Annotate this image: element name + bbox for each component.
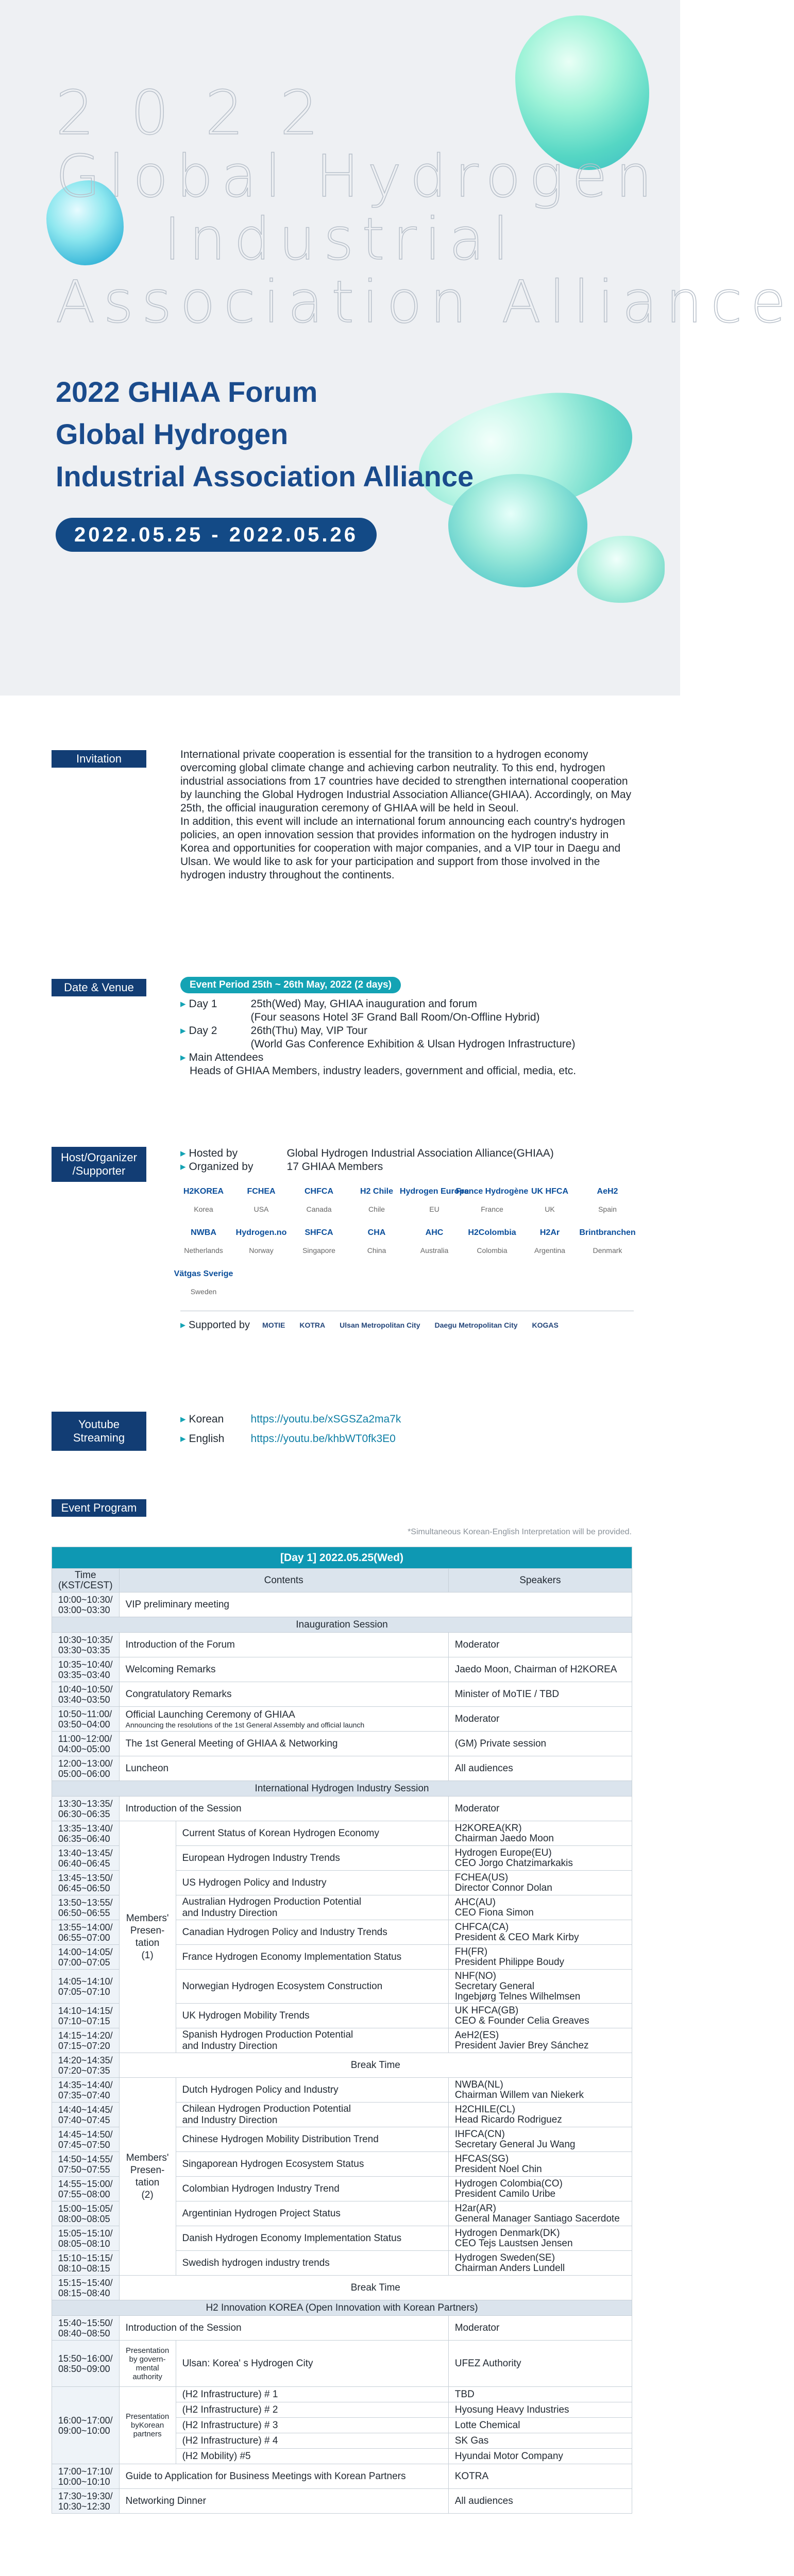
speaker-cell: Minister of MoTIE / TBD bbox=[448, 1682, 632, 1707]
speaker-cell: FCHEA(US) Director Connor Dolan bbox=[448, 1871, 632, 1895]
arrow-icon: ▸ bbox=[180, 1413, 186, 1425]
member-country: Australia bbox=[420, 1246, 449, 1255]
member-logo-mark: FCHEA bbox=[247, 1187, 276, 1196]
supported-row bbox=[180, 1318, 634, 1332]
content-cell: Chilean Hydrogen Production Potential and Industry Direction bbox=[176, 2103, 448, 2127]
speaker-cell: Lotte Chemical bbox=[448, 2418, 632, 2433]
member-logo bbox=[238, 1184, 284, 1216]
member-country: France bbox=[481, 1205, 503, 1213]
english-stream-link[interactable]: https://youtu.be/khbWT0fk3E0 bbox=[250, 1433, 396, 1445]
member-country: Norway bbox=[249, 1246, 274, 1255]
speaker-cell: AHC(AU) CEO Fiona Simon bbox=[448, 1895, 632, 1920]
hero-bg-line: Association Alliance bbox=[56, 269, 794, 336]
member-country: Canada bbox=[306, 1205, 332, 1213]
content-cell: (H2 Infrastructure) # 3 bbox=[176, 2418, 448, 2433]
time-cell: 13:35~13:40/ 06:35~06:40 bbox=[52, 1821, 120, 1846]
speaker-cell: All audiences bbox=[448, 2489, 632, 2514]
time-cell: 10:50~11:00/ 03:50~04:00 bbox=[52, 1707, 120, 1732]
day2-key: Day 2 bbox=[189, 1025, 217, 1037]
content-cell: Introduction of the Session bbox=[119, 2316, 448, 2341]
content-text: Official Launching Ceremony of GHIAA bbox=[125, 1709, 295, 1720]
host-body bbox=[174, 1147, 636, 1332]
member-logo bbox=[296, 1184, 342, 1216]
content-text: Luncheon bbox=[125, 1762, 169, 1774]
time-cell: 11:00~12:00/ 04:00~05:00 bbox=[52, 1732, 120, 1756]
date-venue-label: Date & Venue bbox=[52, 979, 146, 996]
invitation-paragraph: International private cooperation is essential for the transition to a hydrogen economy overcoming global climate change and achieving carbon neutrality. To this end, hydrogen industrial associations from 17 countries have decided to strengthen international cooperation by launching the Global Hydrogen Industrial Association Alliance(GHIAA). Accordingly, on May 25th, the official inauguration ceremony of GHIAA will be held in Seoul. bbox=[180, 749, 632, 814]
content-cell: Dutch Hydrogen Policy and Industry bbox=[176, 2078, 448, 2103]
content-subtext: Announcing the resolutions of the 1st General Assembly and official launch bbox=[125, 1720, 365, 1729]
content-cell: Ulsan: Korea' s Hydrogen City bbox=[176, 2341, 448, 2387]
member-logo-mark: Vätgas Sverige bbox=[174, 1269, 233, 1278]
time-cell: 14:40~14:45/ 07:40~07:45 bbox=[52, 2103, 120, 2127]
supporter-logos bbox=[262, 1318, 559, 1332]
hero-title-line: Global Hydrogen bbox=[56, 418, 289, 450]
member-logo-mark: AeH2 bbox=[597, 1187, 618, 1196]
event-program-label: Event Program bbox=[52, 1499, 146, 1517]
group-header: H2 Innovation KOREA (Open Innovation with Korean Partners) bbox=[52, 2300, 632, 2316]
content-cell: Chinese Hydrogen Mobility Distribution Trend bbox=[176, 2127, 448, 2152]
member-country: China bbox=[367, 1246, 386, 1255]
day1-program-table bbox=[52, 1547, 632, 2514]
member-logo-mark: H2Colombia bbox=[468, 1228, 516, 1237]
hero-title-line: 2022 GHIAA Forum bbox=[56, 376, 318, 408]
content-text: Introduction of the Forum bbox=[125, 1639, 235, 1650]
content-cell bbox=[119, 1682, 448, 1707]
presenter-group: Presentation byKorean partners bbox=[119, 2387, 176, 2464]
speaker-cell: TBD bbox=[448, 2387, 632, 2402]
member-logo bbox=[527, 1184, 573, 1216]
speaker-cell: KOTRA bbox=[448, 2464, 632, 2489]
speaker-cell: Hydrogen Europe(EU) CEO Jorgo Chatzimarkakis bbox=[448, 1846, 632, 1871]
member-logo bbox=[180, 1184, 227, 1216]
speaker-cell: UFEZ Authority bbox=[448, 2341, 632, 2387]
day2-venue: (World Gas Conference Exhibition & Ulsan Hydrogen Infrastructure) bbox=[250, 1038, 576, 1050]
time-cell: 14:35~14:40/ 07:35~07:40 bbox=[52, 2078, 120, 2103]
member-country: UK bbox=[545, 1205, 555, 1213]
table-row bbox=[52, 2387, 632, 2402]
speaker-cell: Jaedo Moon, Chairman of H2KOREA bbox=[448, 1657, 632, 1682]
speaker-cell: Moderator bbox=[448, 1797, 632, 1821]
content-cell: (H2 Infrastructure) # 1 bbox=[176, 2387, 448, 2402]
time-cell: 10:00~10:30/ 03:00~03:30 bbox=[52, 1592, 120, 1617]
member-country: Singapore bbox=[302, 1246, 335, 1255]
time-cell: 13:45~13:50/ 06:45~06:50 bbox=[52, 1871, 120, 1895]
speaker-cell: HFCAS(SG) President Noel Chin bbox=[448, 2152, 632, 2177]
speaker-cell: All audiences bbox=[448, 1756, 632, 1781]
member-logo-mark: Hydrogen Europe bbox=[399, 1187, 469, 1196]
decorative-blob bbox=[577, 536, 665, 603]
supporter-logo: MOTIE bbox=[262, 1321, 285, 1329]
member-logo bbox=[296, 1225, 342, 1257]
day1-venue: (Four seasons Hotel 3F Grand Ball Room/On-Offline Hybrid) bbox=[250, 1011, 540, 1023]
content-cell: US Hydrogen Policy and Industry bbox=[176, 1871, 448, 1895]
content-cell: VIP preliminary meeting bbox=[119, 1592, 632, 1617]
attendees-text: Heads of GHIAA Members, industry leaders, government and official, media, etc. bbox=[190, 1065, 577, 1077]
invitation-label: Invitation bbox=[52, 750, 146, 768]
event-period-badge: Event Period 25th ~ 26th May, 2022 (2 days) bbox=[180, 977, 401, 993]
time-cell: 15:00~15:05/ 08:00~08:05 bbox=[52, 2201, 120, 2226]
content-cell: (H2 Infrastructure) # 2 bbox=[176, 2402, 448, 2418]
member-country: Sweden bbox=[190, 1287, 217, 1296]
invitation-paragraph: In addition, this event will include an international forum announcing each country's hydrogen policies, an open innovation session that provides information on the hydrogen industry in Korea and opportunities for cooperation with major companies, and a VIP tour in Daegu and Ulsan. We would like to ask for your participation and support from those involved in the hydrogen industry throughout the continents. bbox=[180, 816, 626, 881]
member-country: Argentina bbox=[534, 1246, 565, 1255]
table-row bbox=[52, 1682, 632, 1707]
member-country: Netherlands bbox=[184, 1246, 223, 1255]
supported-key: Supported by bbox=[189, 1319, 250, 1331]
break-cell: Break Time bbox=[119, 2053, 632, 2078]
arrow-icon: ▸ bbox=[180, 1319, 186, 1331]
speaker-cell: Hyosung Heavy Industries bbox=[448, 2402, 632, 2418]
event-date-badge: 2022.05.25 - 2022.05.26 bbox=[56, 518, 377, 552]
time-cell: 14:05~14:10/ 07:05~07:10 bbox=[52, 1970, 120, 2004]
day1-key: Day 1 bbox=[189, 998, 217, 1010]
time-cell: 13:40~13:45/ 06:40~06:45 bbox=[52, 1846, 120, 1871]
hero-banner bbox=[0, 0, 794, 696]
member-country: Korea bbox=[194, 1205, 213, 1213]
time-cell: 10:35~10:40/ 03:35~03:40 bbox=[52, 1657, 120, 1682]
member-logo-mark: AHC bbox=[425, 1228, 444, 1237]
member-logo-mark: CHA bbox=[367, 1228, 386, 1237]
speaker-cell: IHFCA(CN) Secretary General Ju Wang bbox=[448, 2127, 632, 2152]
organized-key: Organized by bbox=[189, 1161, 254, 1173]
member-logo-mark: SHFCA bbox=[305, 1228, 333, 1237]
speaker-cell: UK HFCA(GB) CEO & Founder Celia Greaves bbox=[448, 2004, 632, 2028]
hosted-value: Global Hydrogen Industrial Association Alliance(GHIAA) bbox=[286, 1147, 554, 1159]
attendees-key: Main Attendees bbox=[189, 1052, 264, 1063]
arrow-icon: ▸ bbox=[180, 998, 186, 1010]
member-logo bbox=[584, 1184, 631, 1216]
time-cell: 13:55~14:00/ 06:55~07:00 bbox=[52, 1920, 120, 1945]
speaker-cell: Hydrogen Sweden(SE) Chairman Anders Lundell bbox=[448, 2251, 632, 2276]
member-logo-mark: Brintbranchen bbox=[579, 1228, 636, 1237]
presenter-group: Members' Presen- tation (2) bbox=[119, 2078, 176, 2276]
member-logo bbox=[579, 1225, 636, 1257]
content-cell: (H2 Mobility) #5 bbox=[176, 2449, 448, 2464]
arrow-icon: ▸ bbox=[180, 1161, 186, 1173]
content-cell bbox=[119, 1756, 448, 1781]
organized-value: 17 GHIAA Members bbox=[286, 1161, 383, 1173]
content-cell bbox=[119, 1732, 448, 1756]
time-cell: 14:15~14:20/ 07:15~07:20 bbox=[52, 2028, 120, 2053]
content-cell: Guide to Application for Business Meetings with Korean Partners bbox=[119, 2464, 448, 2489]
speaker-cell: Moderator bbox=[448, 1633, 632, 1657]
time-cell: 17:30~19:30/ 10:30~12:30 bbox=[52, 2489, 120, 2514]
table-row bbox=[52, 1756, 632, 1781]
time-cell: 10:40~10:50/ 03:40~03:50 bbox=[52, 1682, 120, 1707]
member-logo bbox=[411, 1225, 458, 1257]
speaker-cell: FH(FR) President Philippe Boudy bbox=[448, 1945, 632, 1970]
time-cell: 17:00~17:10/ 10:00~10:10 bbox=[52, 2464, 120, 2489]
member-logo-mark: H2Ar bbox=[539, 1228, 560, 1237]
time-cell: 15:05~15:10/ 08:05~08:10 bbox=[52, 2226, 120, 2251]
member-logo bbox=[527, 1225, 573, 1257]
korean-stream-link[interactable]: https://youtu.be/xSGSZa2ma7k bbox=[250, 1413, 401, 1425]
table-row bbox=[52, 1732, 632, 1756]
col-time: Time (KST/CEST) bbox=[52, 1569, 120, 1592]
member-logo-mark: France Hydrogène bbox=[455, 1187, 529, 1196]
time-cell: 14:20~14:35/ 07:20~07:35 bbox=[52, 2053, 120, 2078]
member-country: EU bbox=[429, 1205, 440, 1213]
arrow-icon: ▸ bbox=[180, 1147, 186, 1159]
hosted-key: Hosted by bbox=[189, 1147, 238, 1159]
table-row bbox=[52, 1821, 632, 1846]
hero-bg-line: Industrial bbox=[164, 206, 517, 273]
speaker-cell: Moderator bbox=[448, 1707, 632, 1732]
supporter-logo: Daegu Metropolitan City bbox=[434, 1321, 518, 1329]
content-cell: Current Status of Korean Hydrogen Economy bbox=[176, 1821, 448, 1846]
member-logo bbox=[180, 1225, 227, 1257]
speaker-cell: (GM) Private session bbox=[448, 1732, 632, 1756]
time-cell: 12:00~13:00/ 05:00~06:00 bbox=[52, 1756, 120, 1781]
member-country: Chile bbox=[368, 1205, 385, 1213]
time-cell: 15:15~15:40/ 08:15~08:40 bbox=[52, 2276, 120, 2300]
member-country: Denmark bbox=[593, 1246, 622, 1255]
member-logo bbox=[353, 1225, 400, 1257]
table-row bbox=[52, 2078, 632, 2103]
speaker-cell: AeH2(ES) President Javier Brey Sánchez bbox=[448, 2028, 632, 2053]
content-cell: Australian Hydrogen Production Potential and Industry Direction bbox=[176, 1895, 448, 1920]
time-cell: 15:10~15:15/ 08:10~08:15 bbox=[52, 2251, 120, 2276]
arrow-icon: ▸ bbox=[180, 1433, 186, 1445]
table-row bbox=[52, 1707, 632, 1732]
time-cell: 16:00~17:00/ 09:00~10:00 bbox=[52, 2387, 120, 2464]
hero-title-line: Industrial Association Alliance bbox=[56, 460, 474, 493]
english-key: English bbox=[189, 1433, 225, 1445]
speaker-cell: H2CHILE(CL) Head Ricardo Rodriguez bbox=[448, 2103, 632, 2127]
member-logo bbox=[469, 1225, 515, 1257]
content-cell: European Hydrogen Industry Trends bbox=[176, 1846, 448, 1871]
content-cell bbox=[119, 1657, 448, 1682]
time-cell: 15:50~16:00/ 08:50~09:00 bbox=[52, 2341, 120, 2387]
time-cell: 13:30~13:35/ 06:30~06:35 bbox=[52, 1797, 120, 1821]
speaker-cell: H2KOREA(KR) Chairman Jaedo Moon bbox=[448, 1821, 632, 1846]
korean-key: Korean bbox=[189, 1413, 224, 1425]
speaker-cell: Moderator bbox=[448, 2316, 632, 2341]
youtube-label: Youtube Streaming bbox=[52, 1412, 146, 1451]
member-country: Spain bbox=[598, 1205, 617, 1213]
content-cell: Colombian Hydrogen Industry Trend bbox=[176, 2177, 448, 2201]
hero-bg-year: 2022 bbox=[56, 77, 355, 148]
member-logo-mark: H2 Chile bbox=[360, 1187, 393, 1196]
content-text: Welcoming Remarks bbox=[125, 1664, 216, 1675]
member-logo bbox=[455, 1184, 529, 1216]
supporter-logo: Ulsan Metropolitan City bbox=[340, 1321, 420, 1329]
content-text: Congratulatory Remarks bbox=[125, 1688, 232, 1700]
content-cell: Canadian Hydrogen Policy and Industry Trends bbox=[176, 1920, 448, 1945]
member-logo-mark: NWBA bbox=[191, 1228, 216, 1237]
content-cell: UK Hydrogen Mobility Trends bbox=[176, 2004, 448, 2028]
member-logo-mark: UK HFCA bbox=[531, 1187, 568, 1196]
time-cell: 14:10~14:15/ 07:10~07:15 bbox=[52, 2004, 120, 2028]
member-logo bbox=[235, 1225, 287, 1257]
speaker-cell: SK Gas bbox=[448, 2433, 632, 2449]
hero-title bbox=[56, 371, 474, 498]
table-row bbox=[52, 1657, 632, 1682]
time-cell: 14:00~14:05/ 07:00~07:05 bbox=[52, 1945, 120, 1970]
arrow-icon: ▸ bbox=[180, 1025, 186, 1037]
content-cell bbox=[119, 1707, 448, 1732]
content-cell: Introduction of the Session bbox=[119, 1797, 448, 1821]
day1-text: 25th(Wed) May, GHIAA inauguration and forum bbox=[250, 998, 477, 1010]
presenter-group: Members' Presen- tation (1) bbox=[119, 1821, 176, 2053]
content-cell: (H2 Infrastructure) # 4 bbox=[176, 2433, 448, 2449]
time-cell: 13:50~13:55/ 06:50~06:55 bbox=[52, 1895, 120, 1920]
member-logo-mark: CHFCA bbox=[305, 1187, 333, 1196]
member-logo-grid bbox=[174, 1184, 636, 1298]
break-cell: Break Time bbox=[119, 2276, 632, 2300]
interpretation-note: *Simultaneous Korean-English Interpretation will be provided. bbox=[408, 1528, 632, 1536]
presenter-group: Presentation by govern- mental authority bbox=[119, 2341, 176, 2387]
day2-text: 26th(Thu) May, VIP Tour bbox=[250, 1025, 367, 1037]
content-cell: Swedish hydrogen industry trends bbox=[176, 2251, 448, 2276]
col-speakers: Speakers bbox=[448, 1569, 632, 1592]
group-header: International Hydrogen Industry Session bbox=[52, 1781, 632, 1797]
time-cell: 14:50~14:55/ 07:50~07:55 bbox=[52, 2152, 120, 2177]
speaker-cell: NHF(NO) Secretary General Ingebjørg Telnes Wilhelmsen bbox=[448, 1970, 632, 2004]
hero-bg-line: Global Hydrogen bbox=[56, 143, 661, 210]
speaker-cell: CHFCA(CA) President & CEO Mark Kirby bbox=[448, 1920, 632, 1945]
member-country: USA bbox=[254, 1205, 269, 1213]
content-cell: Norwegian Hydrogen Ecosystem Construction bbox=[176, 1970, 448, 2004]
content-cell: Argentinian Hydrogen Project Status bbox=[176, 2201, 448, 2226]
content-cell: Networking Dinner bbox=[119, 2489, 448, 2514]
speaker-cell: H2ar(AR) General Manager Santiago Sacerdote bbox=[448, 2201, 632, 2226]
speaker-cell: NWBA(NL) Chairman Willem van Niekerk bbox=[448, 2078, 632, 2103]
member-logo-mark: Hydrogen.no bbox=[235, 1228, 287, 1237]
speaker-cell: Hyundai Motor Company bbox=[448, 2449, 632, 2464]
table-row bbox=[52, 1633, 632, 1657]
member-logo bbox=[399, 1184, 469, 1216]
time-cell: 10:30~10:35/ 03:30~03:35 bbox=[52, 1633, 120, 1657]
member-logo bbox=[353, 1184, 400, 1216]
content-cell: Danish Hydrogen Economy Implementation Status bbox=[176, 2226, 448, 2251]
date-venue-body bbox=[180, 977, 634, 1078]
speaker-cell: Hydrogen Colombia(CO) President Camilo Uribe bbox=[448, 2177, 632, 2201]
speaker-cell: Hydrogen Denmark(DK) CEO Tejs Laustsen Jensen bbox=[448, 2226, 632, 2251]
content-cell bbox=[119, 1633, 448, 1657]
member-logo-mark: H2KOREA bbox=[183, 1187, 224, 1196]
member-country: Colombia bbox=[477, 1246, 508, 1255]
time-cell: 14:45~14:50/ 07:45~07:50 bbox=[52, 2127, 120, 2152]
youtube-body bbox=[180, 1410, 634, 1449]
day1-title: [Day 1] 2022.05.25(Wed) bbox=[52, 1547, 632, 1569]
time-cell: 15:40~15:50/ 08:40~08:50 bbox=[52, 2316, 120, 2341]
content-cell: Spanish Hydrogen Production Potential and Industry Direction bbox=[176, 2028, 448, 2053]
content-text: The 1st General Meeting of GHIAA & Networking bbox=[125, 1738, 338, 1749]
member-logo bbox=[174, 1266, 233, 1298]
host-label: Host/Organizer /Supporter bbox=[52, 1147, 146, 1182]
supporter-logo: KOGAS bbox=[532, 1321, 559, 1329]
content-cell: France Hydrogen Economy Implementation Status bbox=[176, 1945, 448, 1970]
supporter-logo: KOTRA bbox=[299, 1321, 326, 1329]
content-cell: Singaporean Hydrogen Ecosystem Status bbox=[176, 2152, 448, 2177]
arrow-icon: ▸ bbox=[180, 1052, 186, 1063]
invitation-text bbox=[180, 748, 634, 882]
group-header: Inauguration Session bbox=[52, 1617, 632, 1633]
time-cell: 14:55~15:00/ 07:55~08:00 bbox=[52, 2177, 120, 2201]
col-contents: Contents bbox=[119, 1569, 448, 1592]
